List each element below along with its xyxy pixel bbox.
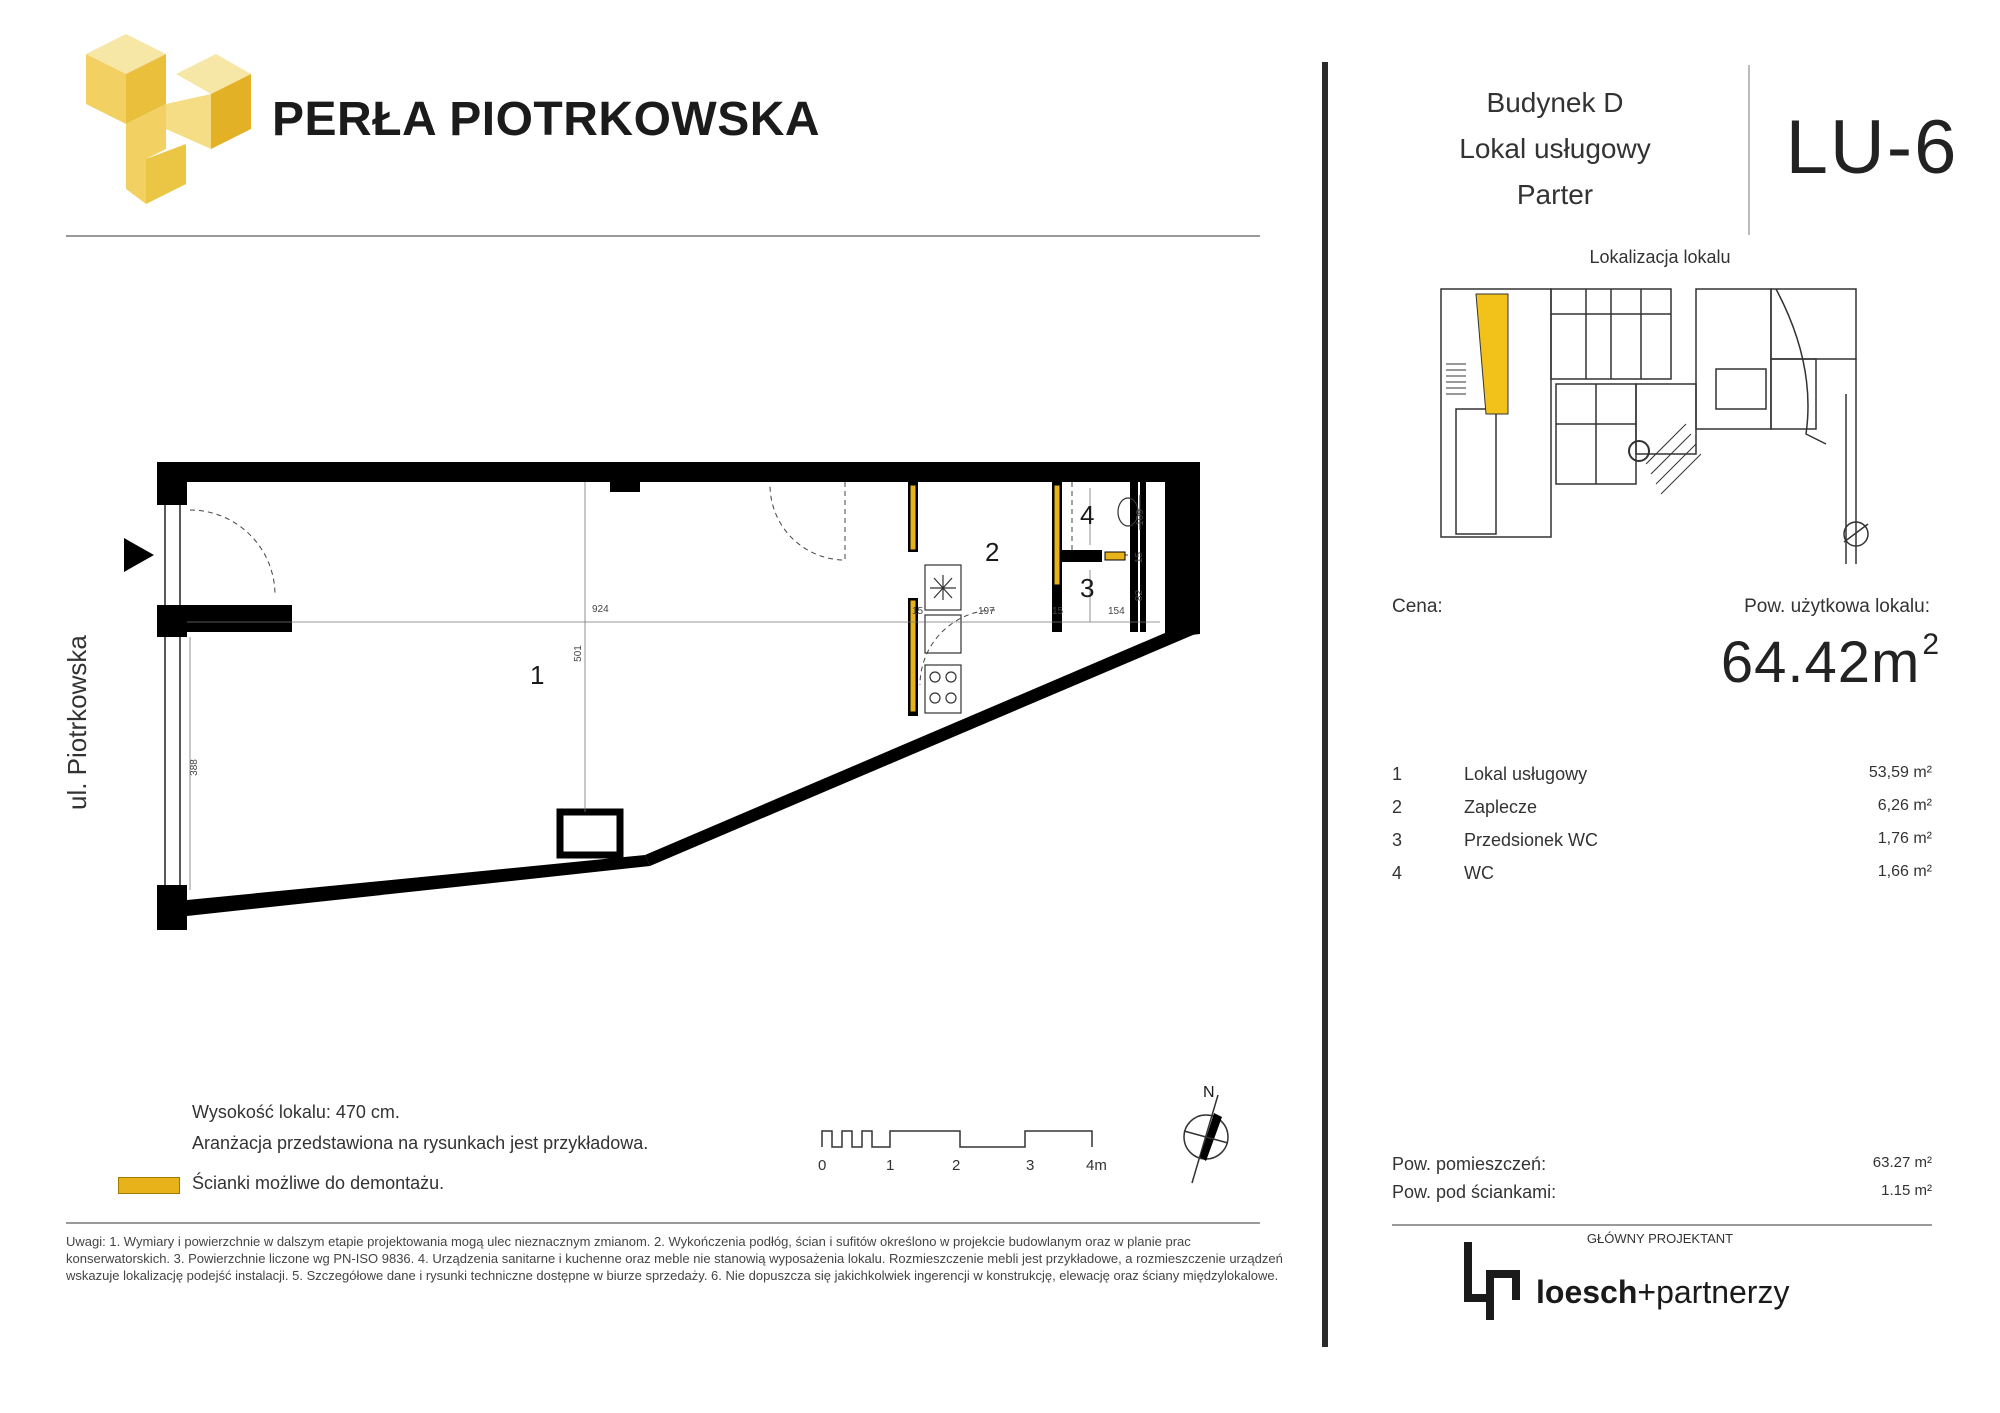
- usable-area-value: [1580, 628, 1940, 696]
- room-label-4: 4: [1080, 500, 1095, 530]
- unit-header: [1400, 80, 1710, 218]
- summary-divider: [1392, 1224, 1932, 1226]
- top-divider: [66, 235, 1260, 237]
- room-list: [1392, 764, 1932, 896]
- room-name: Przedsionek WC: [1464, 830, 1599, 850]
- room-number: 1: [1392, 764, 1403, 784]
- list-item: [1392, 863, 1932, 896]
- scale-labels: [818, 1157, 1118, 1177]
- room-area: 53,59 m²: [1868, 764, 1932, 781]
- unit-code: LU-6: [1785, 105, 1959, 190]
- north-label: N: [1203, 1084, 1215, 1101]
- height-info: Wysokość lokalu: 470 cm.: [192, 1102, 400, 1122]
- dim-label: 15: [912, 606, 924, 617]
- north-arrow-icon: [1170, 1095, 1240, 1185]
- location-key-plan: [1436, 284, 1886, 574]
- designer-name-bold: loesch: [1536, 1274, 1638, 1310]
- room-number: 2: [1392, 797, 1403, 817]
- designer-logo-icon: [1462, 1240, 1526, 1320]
- dim-label: 15: [1052, 606, 1064, 617]
- room-area: 6,26 m²: [1877, 797, 1932, 814]
- bottom-divider: [66, 1222, 1260, 1224]
- street-label: ul. Piotrkowska: [62, 635, 92, 810]
- list-item: [1392, 764, 1932, 797]
- room-label-3: 3: [1080, 573, 1095, 603]
- rooms-area-label: Pow. pomieszczeń:: [1392, 1154, 1547, 1174]
- price-label: Cena:: [1392, 596, 1443, 617]
- room-area: 1,76 m²: [1877, 830, 1932, 847]
- arrangement-info: Aranżacja przedstawiona na rysunkach jest przykładowa.: [192, 1133, 649, 1153]
- entrance-arrow-icon: [122, 536, 156, 574]
- under-walls-value: 1.15 m²: [1881, 1182, 1932, 1199]
- unit-type-label: Lokal usługowy: [1459, 133, 1651, 164]
- room-name: Lokal usługowy: [1464, 764, 1588, 784]
- brand-logo-icon: [86, 34, 256, 204]
- room-area: 1,66 m²: [1877, 863, 1932, 880]
- scale-label: 1: [886, 1157, 895, 1174]
- location-label: Lokalizacja lokalu: [1589, 247, 1731, 267]
- dim-label: 82: [1134, 589, 1146, 602]
- list-item: [1392, 797, 1932, 830]
- building-label: Budynek D: [1486, 87, 1624, 118]
- room-label-2: 2: [985, 537, 1000, 567]
- scale-label: 3: [1026, 1157, 1035, 1174]
- usable-area-number: 64.42m: [1720, 630, 1921, 695]
- usable-area-label: Pow. użytkowa lokalu:: [1744, 596, 1930, 617]
- dim-label: 154: [1108, 606, 1125, 617]
- vertical-divider: [1322, 62, 1328, 1347]
- under-walls-label: Pow. pod ściankami:: [1392, 1182, 1557, 1202]
- dim-label: 109: [1134, 509, 1146, 526]
- dim-label: 15: [1134, 551, 1146, 564]
- scale-label: 2: [952, 1157, 961, 1174]
- room-name: Zaplecze: [1464, 797, 1538, 817]
- room-label-1: 1: [530, 660, 545, 690]
- dim-label: 924: [592, 604, 609, 615]
- dim-label: 388: [188, 759, 200, 776]
- designer-name-rest: +partnerzy: [1637, 1274, 1790, 1310]
- legend-label: Ścianki możliwe do demontażu.: [192, 1173, 445, 1193]
- designer-name: [1536, 1274, 1789, 1311]
- rooms-area-value: 63.27 m²: [1872, 1154, 1932, 1171]
- floor-plan: [100, 440, 1230, 960]
- designer-label: GŁÓWNY PROJEKTANT: [1586, 1231, 1734, 1246]
- usable-area-unit: 2: [1922, 628, 1940, 661]
- header-divider: [1748, 65, 1750, 235]
- brand-name: PERŁA PIOTRKOWSKA: [272, 93, 821, 146]
- scale-label: 4m: [1086, 1157, 1107, 1174]
- dim-label: 197: [978, 606, 995, 617]
- notes-text: Uwagi: 1. Wymiary i powierzchnie w dalszym etapie projektowania mogą ulec nieznacznym zmianom. 2. Wykończenia podłóg, ścian i sufitów określono w projekcie budowlanym oraz w planie prac konserwatorskich. 3. Powierzchnie liczone wg PN-ISO 9836. 4. Urządzenia sanitarne i kuchenne oraz meble nie stanowią wyposażenia lokalu. Rozmieszczenie mebli jest przykładowe, a rozmieszczenie urządzeń wskazuje lokalizację podejść instalacji. 5. Szczegółowe dane i rysunki techniczne dostępne w biurze sprzedaży. 6. Nie dopuszcza się jakichkolwiek ingerencji w konstrukcję, elewację oraz ściany międzylokalowe.: [66, 1234, 1283, 1283]
- room-number: 3: [1392, 830, 1403, 850]
- scale-label: 0: [818, 1157, 827, 1174]
- list-item: [1392, 830, 1932, 863]
- legend-swatch: [118, 1177, 180, 1194]
- room-number: 4: [1392, 863, 1403, 883]
- rooms-area-row: [1392, 1154, 1932, 1175]
- floor-label: Parter: [1516, 179, 1594, 210]
- dim-label: 501: [572, 645, 584, 662]
- room-name: WC: [1464, 863, 1494, 883]
- under-walls-row: [1392, 1182, 1932, 1203]
- scale-bar: [820, 1125, 1100, 1155]
